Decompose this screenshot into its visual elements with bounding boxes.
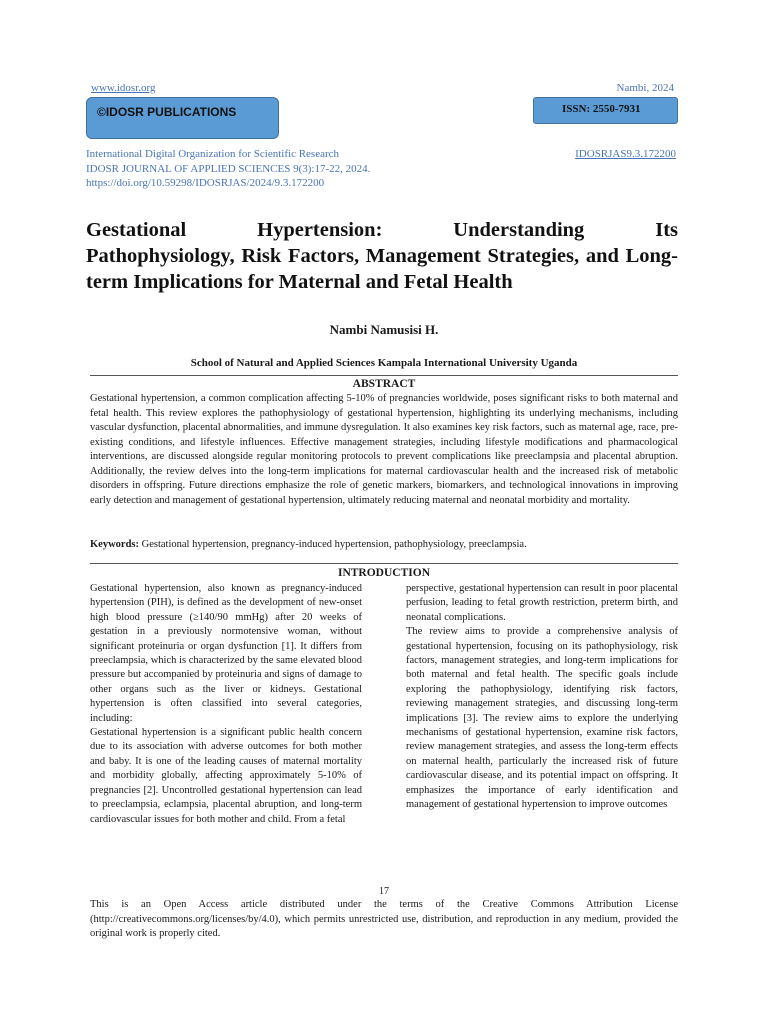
issn-badge <box>533 97 678 124</box>
title-line-1: Gestational Hypertension: Understanding Its <box>86 219 678 241</box>
author-name: Nambi Namusisi H. <box>329 322 439 337</box>
publisher-badge <box>86 97 279 139</box>
article-title <box>86 217 678 295</box>
article-code-link[interactable]: IDOSRJAS9.3.172200 <box>575 148 676 160</box>
journal-citation: IDOSR JOURNAL OF APPLIED SCIENCES 9(3):17-22, 2024. <box>86 163 371 175</box>
introduction-right-column <box>406 582 678 813</box>
author-affiliation: School of Natural and Applied Sciences Kampala International University Uganda <box>190 357 578 369</box>
doi-link[interactable]: https://doi.org/10.59298/IDOSRJAS/2024/9.3.172200 <box>86 177 325 189</box>
intro-paragraph-4: The review aims to provide a comprehensive analysis of gestational hypertension, focusing on its pathophysiology, risk factors, management strategies, and long-term implications for both maternal and fetal health. The specific goals include exploring the pathophysiology, identifying risk factors, reviewing management strategies, and discussing long-term implications [3]. The review aims to explore the underlying mechanisms of gestational hypertension, examine risk factors, review management strategies, and assess the long-term effects on maternal health, particularly the increased risk of future cardiovascular disease, and its potential impact on offspring. It emphasizes the importance of early identification and management of gestational hypertension to improve outcomes <box>406 626 678 811</box>
keywords-list: Gestational hypertension, pregnancy-induced hypertension, pathophysiology, preeclampsia. <box>139 539 527 550</box>
abstract-text: Gestational hypertension, a common complication affecting 5-10% of pregnancies worldwide, poses significant risks to both maternal and fetal health. This review explores the pathophysiology of gestational hypertension, highlighting its underlying mechanisms, including vascular dysfunction, placental abnormalities, and immune dysregulation. It also examines key risk factors, such as maternal age, race, pre-existing conditions, and lifestyle influences. Effective management strategies, including lifestyle modifications and pharmacological interventions, are discussed alongside regular monitoring protocols to prevent complications like preeclampsia and placental abruption. Additionally, the review delves into the long-term implications for maternal cardiovascular health and the increased risk of metabolic disorders in offspring. Future directions emphasize the role of genetic markers, biomarkers, and technological innovations in improving early detection and management of gestational hypertension, ultimately reducing maternal and neonatal morbidity and mortality. <box>90 393 678 506</box>
introduction-heading: INTRODUCTION <box>337 567 430 579</box>
organization-name: International Digital Organization for Scientific Research <box>86 148 340 160</box>
publisher-label: ©IDOSR PUBLICATIONS <box>97 105 237 119</box>
abstract-divider <box>90 375 678 376</box>
page-number: 17 <box>379 886 389 897</box>
keywords <box>90 538 678 552</box>
introduction-left-column <box>90 582 362 827</box>
title-line-rest: Pathophysiology, Risk Factors, Management Strategies, and Long-term Implications for Maternal and Fetal Health <box>86 245 678 293</box>
site-link[interactable]: www.idosr.org <box>91 82 156 94</box>
intro-paragraph-1: Gestational hypertension, also known as pregnancy-induced hypertension (PIH), is defined as the development of new-onset high blood pressure (≥140/90 mmHg) after 20 weeks of gestation in a previously normotensive woman, without significant proteinuria or organ dysfunction [1]. It differs from preeclampsia, which is characterized by the same elevated blood pressure but accompanied by proteinuria and signs of damage to other organs such as the liver or kidneys. Gestational hypertension is often classified into several categories, including: <box>90 583 362 724</box>
abstract-heading: ABSTRACT <box>352 378 416 390</box>
keywords-label: Keywords: <box>90 539 139 550</box>
header-date: Nambi, 2024 <box>616 82 674 94</box>
issn-label: ISSN: 2550-7931 <box>562 103 641 115</box>
intro-paragraph-2: Gestational hypertension is a significant public health concern due to its association with adverse outcomes for both mother and baby. It is one of the leading causes of maternal mortality and morbidity globally, affecting approximately 5-10% of pregnancies [2]. Uncontrolled gestational hypertension can lead to preeclampsia, eclampsia, placental abruption, and long-term cardiovascular issues for both mother and child. From a fetal <box>90 727 362 825</box>
intro-paragraph-3: perspective, gestational hypertension can result in poor placental perfusion, leading to fetal growth restriction, preterm birth, and neonatal complications. <box>406 583 678 623</box>
license-notice: This is an Open Access article distributed under the terms of the Creative Commons Attribution License (http://creativecommons.org/licenses/by/4.0), which permits unrestricted use, distribution, and reproduction in any medium, provided the original work is properly cited. <box>90 899 678 939</box>
introduction-divider <box>90 563 678 564</box>
